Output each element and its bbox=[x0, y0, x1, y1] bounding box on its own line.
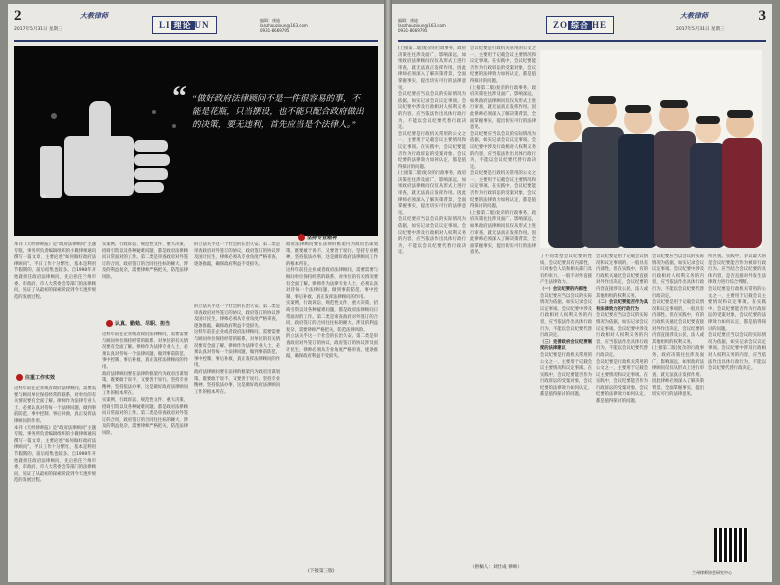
right-author: （供稿人：刘仕成 律师） bbox=[470, 565, 522, 570]
lawyers-group-photo bbox=[540, 50, 762, 248]
right-col-3: 了不同类型会议纪要的性质，会议纪要具有内部性，只对参会人员和相关部门具有约束力，一般不对外直接产生法律效力。 （一）会议纪要的内部性 会议纪要应当以会议的实际情况为依据，如实记录会议议定事项。会议纪要中涉及行政相对人权利义务的内容，应当依法作出具体行政行为，不能以会议纪要代替行政决定。 （三）完善政府会议纪要制度的法律建议 会议纪要是行政机关常用的公文之一，主要用于记载会议主要情况和议定事项。在实践中，会议纪要能否作为行政诉讼的受案对象，会议纪要的法律效力如何认定，都是值得探讨的问题。 bbox=[540, 254, 592, 398]
left-col-2: 实案例，行政诉讼、规范性文件、重大决策、招商引资以及各种疑难问题，都是政府法律顾问日常面对的工作。第二类是审查政府对外签订的合同，政府签订的合同往往标的额大，涉及的利益复杂，需要律师严格把关，防范法律风险。 bbox=[102, 242, 188, 280]
left-date: 2017年5月31日 星期三 bbox=[14, 27, 63, 32]
tag-diligence: 认真、勤勉、尽职、担当 bbox=[106, 320, 170, 327]
left-banner bbox=[14, 46, 378, 236]
right-col-5: 会议纪要应当以会议的实际情况为依据，如实记录会议议定事项。会议纪要中涉及行政相对人权利义务的内容，应当依法作出具体行政行为，不能以会议纪要代替行政决定。 会议纪要是用于记载会议情况和议定事项的，一般具有内部性。但在实践中，有的行政机关通过会议纪要直接对外作出决定，会议纪要的内容直接涉及公民、法人或其他组织的权利义务。 (上接第二版)复杂的行政事务，政府决策往往涉及面广，影响深远，如果政府法律顾问仅仅从形式上进行审查，就无法真正发挥作用。因此律师必须深入了解决策背景，全面掌握事实，提出切实可行的法律意见。 bbox=[652, 254, 704, 398]
right-header bbox=[398, 10, 766, 42]
left-brand: 大教律师 bbox=[80, 12, 108, 20]
footer-note: 兰州律师协会研究中心 bbox=[692, 570, 732, 575]
left-email: lanzhouzixun@163.com bbox=[260, 23, 308, 28]
right-col-1: (上接第二版)复杂的行政事务，政府决策往往涉及面广，影响深远，如果政府法律顾问仅仅从形式上进行审查，就无法真正发挥作用。因此律师必须深入了解决策背景，全面掌握事实，提出切实可行的法律意见。 会议纪要应当以会议的实际情况为依据，如实记录会议议定事项。会议纪要中涉及行政相对人权利义务的内容，应当依法作出具体行政行为，不能以会议纪要代替行政决定。 会议纪要是行政机关常用的公文之一，主要用于记载会议主要情况和议定事项。在实践中，会议纪要能否作为行政诉讼的受案对象，会议纪要的法律效力如何认定，都是值得探讨的问题。 (上接第二版)复杂的行政事务，政府决策往往涉及面广，影响深远，如果政府法律顾问仅仅从形式上进行审查，就无法真正发挥作用。因此律师必须深入了解决策背景，全面掌握事实，提出切实可行的法律意见。 会议纪要应当以会议的实际情况为依据，如实记录会议议定事项。会议纪要中涉及行政相对人权利义务的内容，应当依法作出具体行政行为，不能以会议纪要代替行政决定。 bbox=[398, 46, 466, 256]
left-col-3: 的立法关乎这一个社会的长治久安。第二类是审查政府对外签订的协议，政府签订的协议涉及国计民生，律师必须从专业角度严格审查，逐条推敲，确保政府利益不受损失。 bbox=[194, 242, 280, 267]
right-phone: 0931-8669795 bbox=[398, 28, 428, 33]
left-page-number: 2 bbox=[14, 8, 22, 24]
right-col-2: 会议纪要是行政机关常用的公文之一，主要用于记载会议主要情况和议定事项。在实践中，会议纪要能否作为行政诉讼的受案对象，会议纪要的法律效力如何认定，都是值得探讨的问题。 (上接第二版)复杂的行政事务，政府决策往往涉及面广，影响深远，如果政府法律顾问仅仅从形式上进行审查，就无法真正发挥作用。因此律师必须深入了解决策背景，全面掌握事实，提出切实可行的法律意见。 会议纪要应当以会议的实际情况为依据，如实记录会议议定事项。会议纪要中涉及行政相对人权利义务的内容，应当依法作出具体行政行为，不能以会议纪要代替行政决定。 会议纪要是行政机关常用的公文之一，主要用于记载会议主要情况和议定事项。在实践中，会议纪要能否作为行政诉讼的受案对象，会议纪要的法律效力如何认定，都是值得探讨的问题。 (上接第二版)复杂的行政事务，政府决策往往涉及面广，影响深远，如果政府法律顾问仅仅从形式上进行审查，就无法真正发挥作用。因此律师必须深入了解决策背景，全面掌握事实，提出切实可行的法律意见。 bbox=[470, 46, 536, 256]
left-editor: 编辑：康迪 bbox=[260, 18, 280, 23]
left-col-1: 本刊《天经律师报》是“政府法律顾问”主题专版。事务所负责编辑组织的小微律师通讯撰写一篇文章，主要论述“如何做好政府法律顾问”。平日工作十分繁忙，基本是利用节假期的，前后结集也较多。自1998年开始就担任政府法律顾问，先后担任兰州市委、市政府、市人大常委会等部门的法律顾问，见证了从最初的探索阶段到今天逐步规范的发展过程。 bbox=[14, 242, 96, 300]
right-meta bbox=[398, 18, 446, 33]
right-page-number: 3 bbox=[758, 8, 766, 24]
left-col-3-lower: 的立法关乎这一个社会的长治久安。第二类是审查政府对外签订的协议，政府签订的协议涉及国计民生，律师必须从专业角度严格审查，逐条推敲，确保政府利益不受损失。 这样年前任企业或者政府法律顾问，需要需要与顾问单位保持经常的联系，对单位的有关情况要有全面了解。律师作为法律专业人士，必须认真对待每一个法律问题，做到事前防范、事中控制、事后补救，真正发挥法律顾问的作用。 政府法律顾问要在法律的框架内为政府出谋划策，既要敢于说不，又要善于说行。坚持专业精神，坚持依法办事，这是做好政府法律顾问工作的根本所在。 bbox=[194, 304, 280, 395]
left-col-1-lower: 这样年前任企业或者政府法律顾问，需要需要与顾问单位保持经常的联系，对单位的有关情况要有全面了解。律师作为法律专业人士，必须认真对待每一个法律问题，做到事前防范、事中控制、事后补救，真正发挥法律顾问的作用。 本刊《天经律师报》是“政府法律顾问”主题专版。事务所负责编辑组织的小微律师通讯撰写一篇文章，主要论述“如何做好政府法律顾问”。平日工作十分繁忙，基本是利用节假期的，前后结集也较多。自1998年开始就担任政府法律顾问，先后担任兰州市委、市政府、市人大常委会等部门的法律顾问，见证了从最初的探索阶段到今天逐步规范的发展过程。 bbox=[14, 386, 96, 484]
left-phone: 0931-8669795 bbox=[260, 28, 290, 33]
lawyers-illustration bbox=[540, 50, 762, 248]
left-col-2-lower: 这样年前任企业或者政府法律顾问，需要需要与顾问单位保持经常的联系，对单位的有关情况要有全面了解。律师作为法律专业人士，必须认真对待每一个法律问题，做到事前防范、事中控制、事后补救，真正发挥法律顾问的作用。 政府法律顾问要在法律的框架内为政府出谋划策，既要敢于说不，又要善于说行。坚持专业精神，坚持依法办事，这是做好政府法律顾问工作的根本所在。 实案例，行政诉讼、规范性文件、重大决策、招商引资以及各种疑难问题，都是政府法律顾问日常面对的工作。第二类是审查政府对外签订的合同，政府签订的合同往往标的额大，涉及的利益复杂，需要律师严格把关，防范法律风险。 bbox=[102, 332, 188, 436]
left-header bbox=[14, 10, 378, 42]
left-page bbox=[8, 4, 384, 582]
left-col-4: 政府法律顾问要在法律的框架内为政府出谋划策，既要敢于说不，又要善于说行。坚持专业精神，坚持依法办事，这是做好政府法律顾问工作的根本所在。 这样年前任企业或者政府法律顾问，需要需要与顾问单位保持经常的联系，对单位的有关情况要有全面了解。律师作为法律专业人士，必须认真对待每一个法律问题，做到事前防范、事中控制、事后补救，真正发挥法律顾问的作用。 实案例，行政诉讼、规范性文件、重大决策、招商引资以及各种疑难问题，都是政府法律顾问日常面对的工作。第二类是审查政府对外签订的合同，政府签订的合同往往标的额大，涉及的利益复杂，需要律师严格把关，防范法律风险。 的立法关乎这一个社会的长治久安。第二类是审查政府对外签订的协议，政府签订的协议涉及国计民生，律师必须从专业角度严格审查，逐条推敲，确保政府利益不受损失。 bbox=[286, 242, 378, 360]
left-meta bbox=[260, 18, 308, 33]
left-continued-note: (下接第三版) bbox=[308, 569, 335, 574]
tag-work-effectiveness: 注重工作实效 bbox=[16, 374, 55, 381]
bullet-icon bbox=[106, 320, 113, 327]
right-col-4: 会议纪要是用于记载会议情况和议定事项的，一般具有内部性。但在实践中，有的行政机关通过会议纪要直接对外作出决定，会议纪要的内容直接涉及公民、法人或其他组织的权利义务。 （二）会议纪要能否作为具有法律效力的行政行为 会议纪要应当以会议的实际情况为依据，如实记录会议议定事项。会议纪要中涉及行政相对人权利义务的内容，应当依法作出具体行政行为，不能以会议纪要代替行政决定。 会议纪要是行政机关常用的公文之一，主要用于记载会议主要情况和议定事项。在实践中，会议纪要能否作为行政诉讼的受案对象，会议纪要的法律效力如何认定，都是值得探讨的问题。 bbox=[596, 254, 648, 405]
right-email: lanzhouzixun@163.com bbox=[398, 23, 446, 28]
right-editor: 编辑：康迪 bbox=[398, 18, 418, 23]
bullet-icon bbox=[298, 234, 305, 241]
bullet-icon bbox=[16, 374, 23, 381]
banner-quote: “做好政府法律顾问不是一件很容易的事，不能是花瓶，只当摆设，也不能只配合政府做出的决策，要无违利，首先应当是个法律人。” bbox=[192, 93, 364, 129]
quote-mark-icon: “ bbox=[172, 80, 187, 113]
tag-professionalism: 坚持专业精神 bbox=[298, 234, 337, 241]
right-col-6: 所区别。实践中，争议最大的是会议纪要能否作为被诉行政行为。应当结合会议纪要的具体内容、是否直接对外发生法律效力进行综合判断。 会议纪要是行政机关常用的公文之一，主要用于记载会议主要情况和议定事项。在实践中，会议纪要能否作为行政诉讼的受案对象，会议纪要的法律效力如何认定，都是值得探讨的问题。 会议纪要应当以会议的实际情况为依据，如实记录会议议定事项。会议纪要中涉及行政相对人权利义务的内容，应当依法作出具体行政行为，不能以会议纪要代替行政决定。 bbox=[708, 254, 766, 372]
right-brand: 大教律师 bbox=[680, 12, 708, 20]
qr-code-icon bbox=[714, 528, 748, 562]
page-gutter bbox=[384, 0, 392, 585]
right-page bbox=[392, 4, 772, 582]
thumbs-up-icon bbox=[34, 96, 184, 206]
right-date: 2017年5月31日 星期三 bbox=[676, 27, 725, 32]
right-section-label: ZO 综合 HE bbox=[546, 16, 614, 34]
left-section-label: LI 理论 UN bbox=[152, 16, 217, 34]
